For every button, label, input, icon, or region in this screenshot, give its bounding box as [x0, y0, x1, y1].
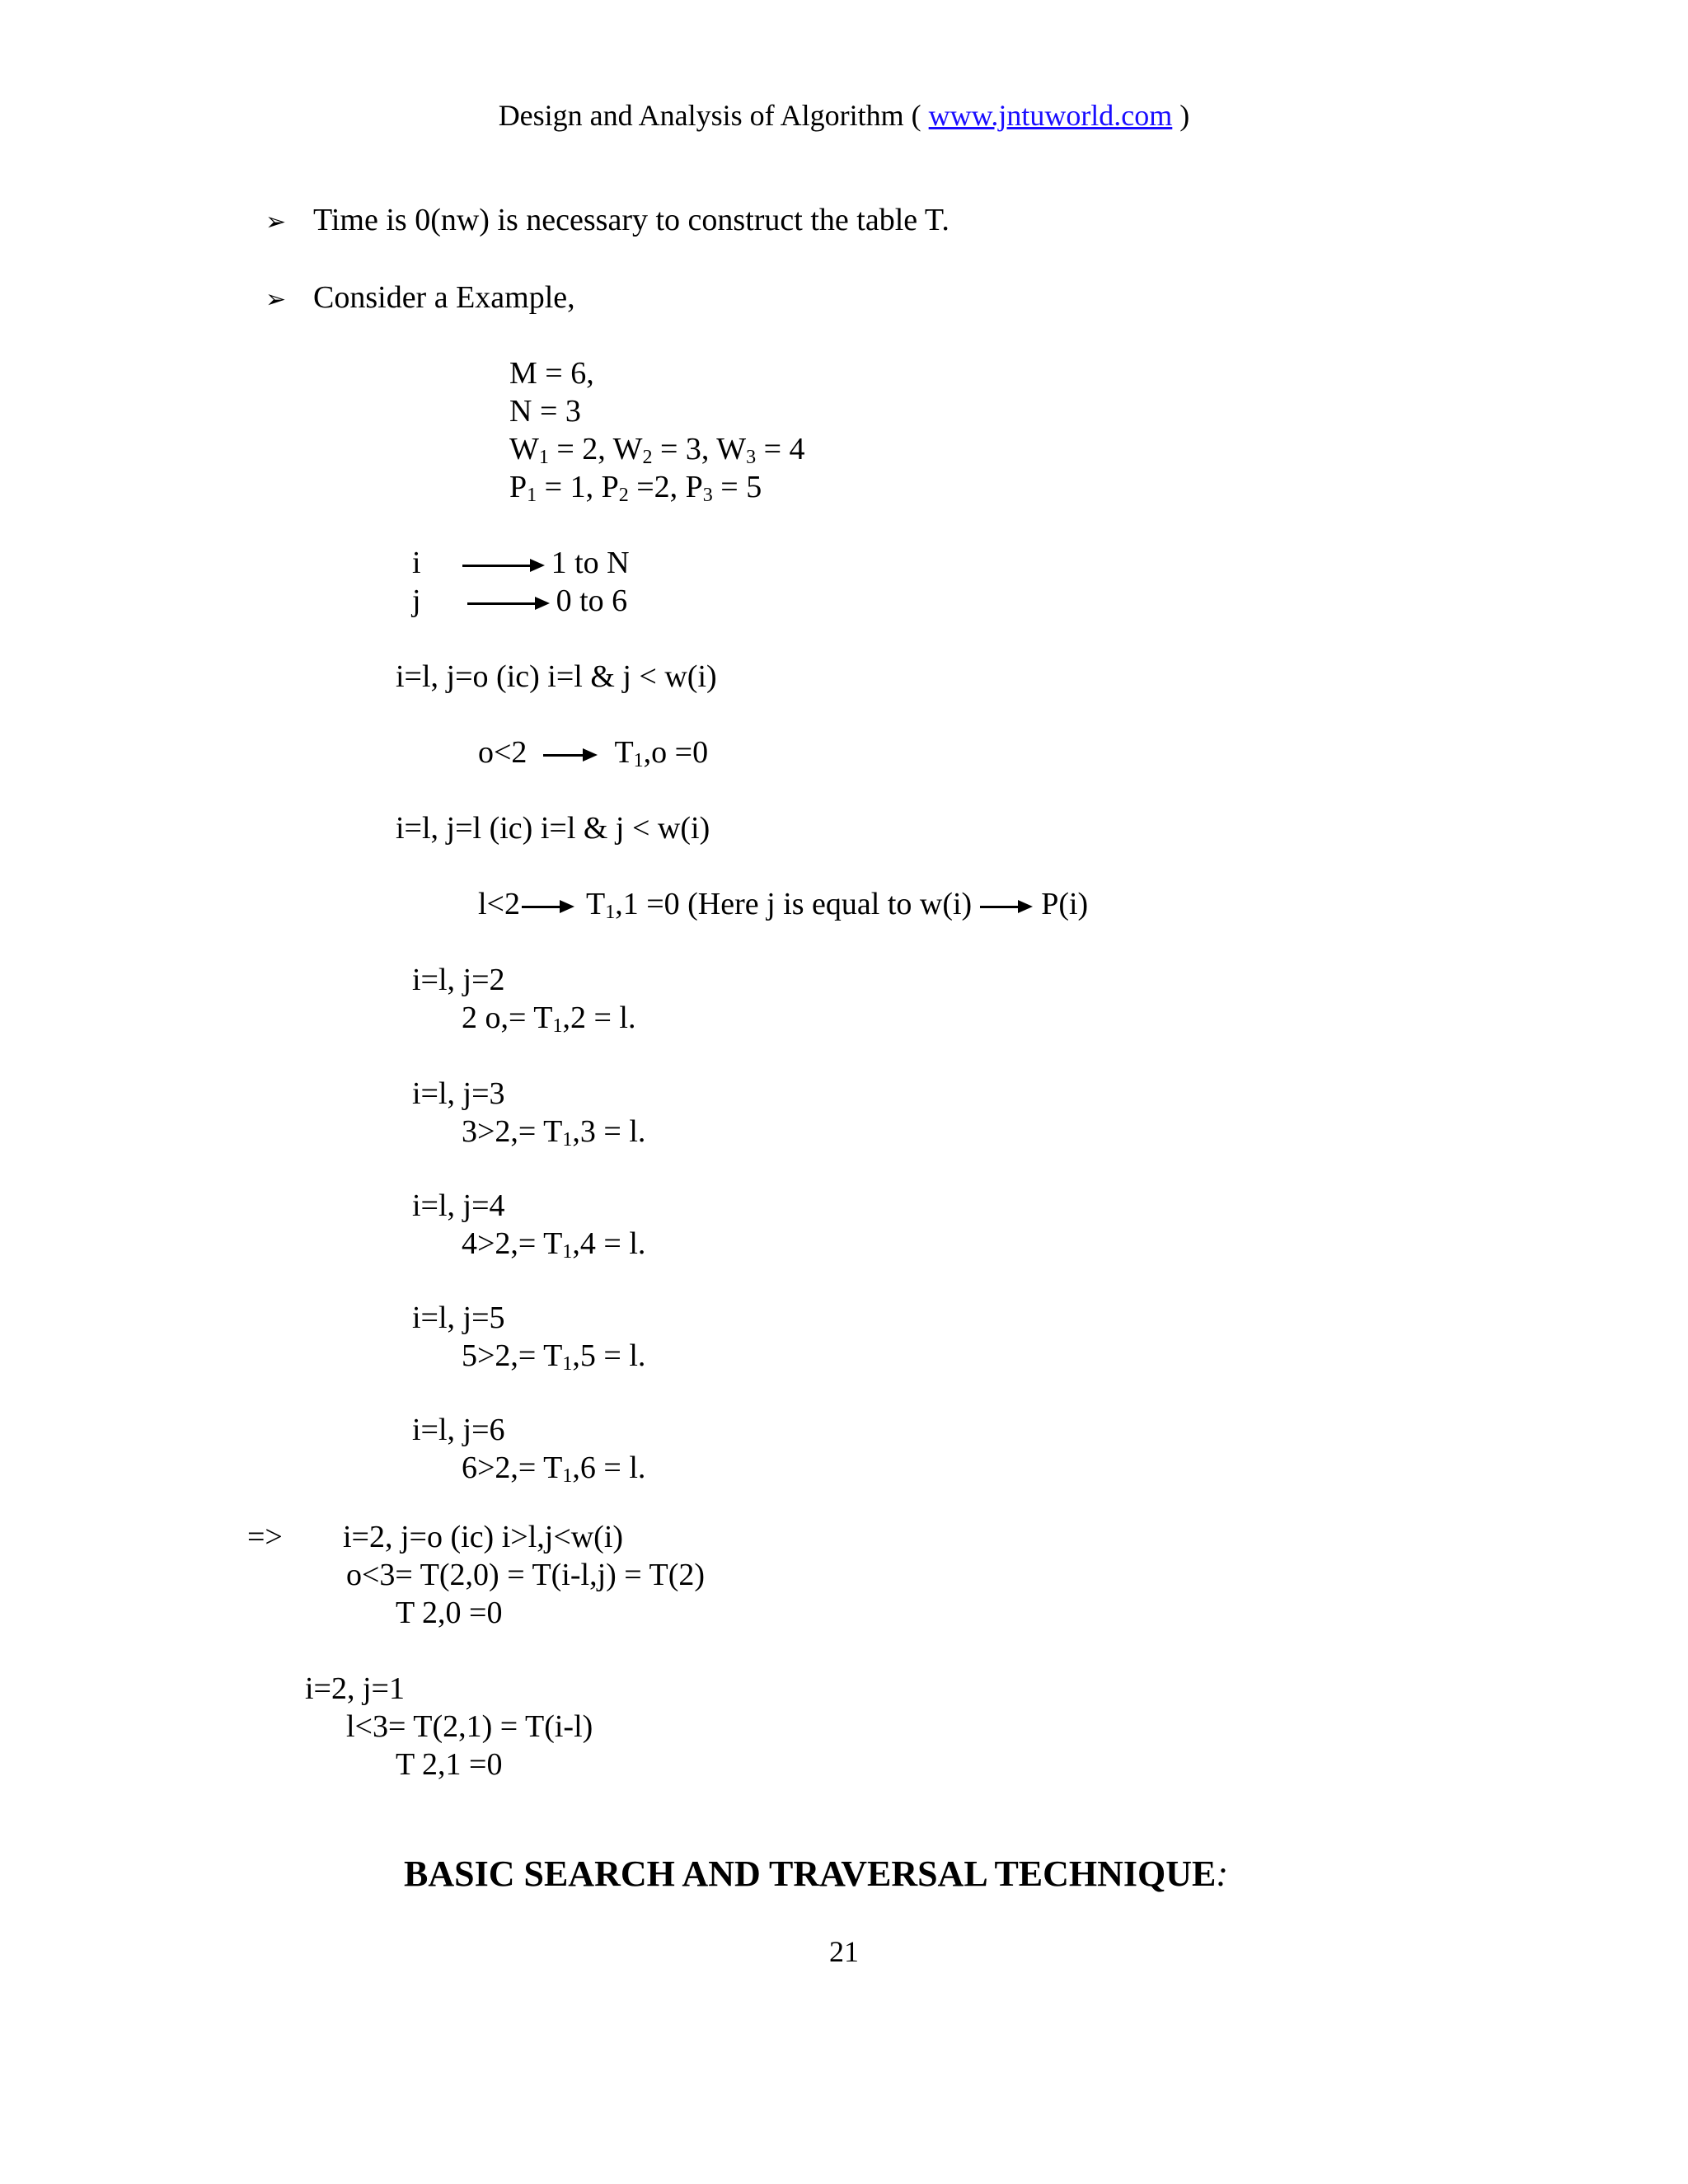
header-link[interactable]: www.jntuworld.com	[928, 99, 1173, 132]
step-i2-j1-calc: l<3= T(2,1) = T(i-l)	[346, 1709, 593, 1744]
page-header	[0, 101, 1688, 130]
bullet-text: Consider a Example,	[313, 280, 575, 315]
section-title: BASIC SEARCH AND TRAVERSAL TECHNIQUE:	[404, 1854, 1229, 1894]
range-j: j 0 to 6	[412, 583, 628, 618]
step-i2-j1: i=2, j=1	[305, 1671, 405, 1706]
example-m: M = 6,	[509, 356, 594, 391]
step-i2-j1-result: T 2,1 =0	[396, 1747, 503, 1782]
right-arrow-icon	[462, 559, 545, 572]
step-i1-j1-result: l<2 $T_1,1 =0$ (Here j is equal to w(i) P(i)	[478, 887, 1089, 923]
arrowhead-bullet-icon: ➢	[265, 286, 287, 313]
right-arrow-icon	[980, 900, 1033, 913]
block-result: $6>2,= T_1,6 = l$.	[462, 1451, 646, 1487]
bullet-item	[265, 282, 575, 313]
example-weights: $W_1 = 2$, $W_2 = 3$, $W_3 = 4$	[509, 432, 805, 468]
step-i2-j0: i=2, j=o (ic) i>l,j<w(i)	[343, 1520, 624, 1554]
right-arrow-icon	[467, 597, 550, 610]
right-arrow-icon	[543, 748, 598, 762]
page-number: 21	[829, 1935, 859, 1968]
header-title: Design and Analysis of Algorithm (	[498, 99, 921, 132]
block-head: i=l, j=3	[412, 1076, 505, 1111]
bullet-item	[265, 204, 950, 236]
block-result: $3>2,= T_1,3 = l$.	[462, 1114, 646, 1151]
bullet-text: Time is 0(nw) is necessary to construct the table T.	[313, 203, 950, 237]
block-head: i=l, j=4	[412, 1188, 505, 1223]
step-i2-j0-calc: o<3= T(2,0) = T(i-l,j) = T(2)	[346, 1558, 706, 1592]
range-i: i 1 to N	[412, 546, 630, 580]
step-i1-j1: i=l, j=l (ic) i=l & j < w(i)	[396, 811, 710, 846]
block-head: i=l, j=5	[412, 1301, 505, 1335]
example-profits: $P_1 = 1$, $P_2 =2$, $P_3 = 5$	[509, 470, 762, 506]
block-result: 2 $o,= T_1,2 = l$.	[462, 1001, 636, 1037]
implies-mark: =>	[247, 1520, 283, 1554]
arrowhead-bullet-icon: ➢	[265, 209, 287, 236]
block-result: $5>2,= T_1,5 = l$.	[462, 1338, 646, 1375]
block-head: i=l, j=2	[412, 963, 505, 997]
step-i1-j0: i=l, j=o (ic) i=l & j < w(i)	[396, 659, 717, 694]
step-i1-j0-result: o<2 $T_1,o =0$	[478, 735, 709, 771]
block-head: i=l, j=6	[412, 1413, 505, 1447]
header-close: )	[1179, 99, 1190, 132]
right-arrow-icon	[522, 900, 574, 913]
example-n: N = 3	[509, 394, 581, 429]
block-result: $4>2,= T_1,4 = l$.	[462, 1226, 646, 1263]
step-i2-j0-result: T 2,0 =0	[396, 1596, 503, 1630]
